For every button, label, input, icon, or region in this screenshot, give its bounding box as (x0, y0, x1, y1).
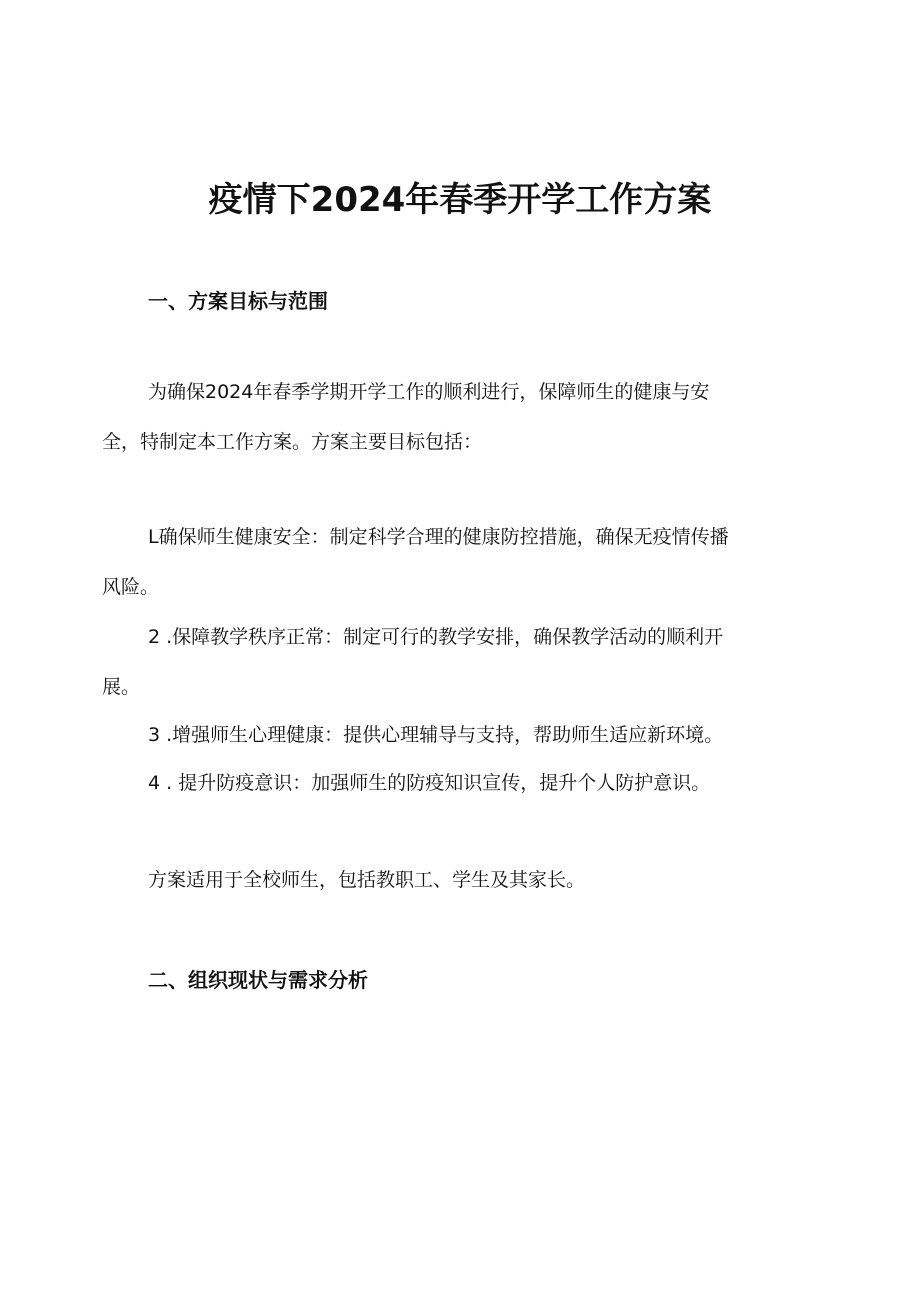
goal-4-line: 4 . 提升防疫意识：加强师生的防疫知识宣传，提升个人防护意识。 (148, 772, 711, 794)
goal-2-line-2: 展。 (102, 676, 141, 698)
scope-line: 方案适用于全校师生，包括教职工、学生及其家长。 (148, 869, 586, 891)
goal-item-4 (102, 758, 822, 808)
goal-item-1 (102, 512, 822, 612)
intro-paragraph (102, 367, 822, 467)
intro-line-2: 全，特制定本工作方案。方案主要目标包括： (102, 431, 483, 453)
goal-3-line: 3 .增强师生心理健康：提供心理辅导与支持，帮助师生适应新环境。 (148, 724, 724, 746)
section-heading-1: 一、方案目标与范围 (148, 289, 328, 313)
scope-paragraph (102, 855, 822, 905)
goal-2-line-1: 2 .保障教学秩序正常：制定可行的教学安排，确保教学活动的顺利开 (148, 626, 724, 648)
section-heading-2: 二、组织现状与需求分析 (148, 968, 368, 992)
document-title: 疫情下2024年春季开学工作方案 (208, 180, 712, 220)
goal-1-line-1: L确保师生健康安全：制定科学合理的健康防控措施，确保无疫情传播 (148, 526, 729, 548)
intro-line-1: 为确保2024年春季学期开学工作的顺利进行，保障师生的健康与安 (148, 381, 710, 403)
goal-1-line-2: 风险。 (102, 576, 160, 598)
goal-item-2 (102, 612, 822, 712)
goal-item-3 (102, 710, 822, 760)
